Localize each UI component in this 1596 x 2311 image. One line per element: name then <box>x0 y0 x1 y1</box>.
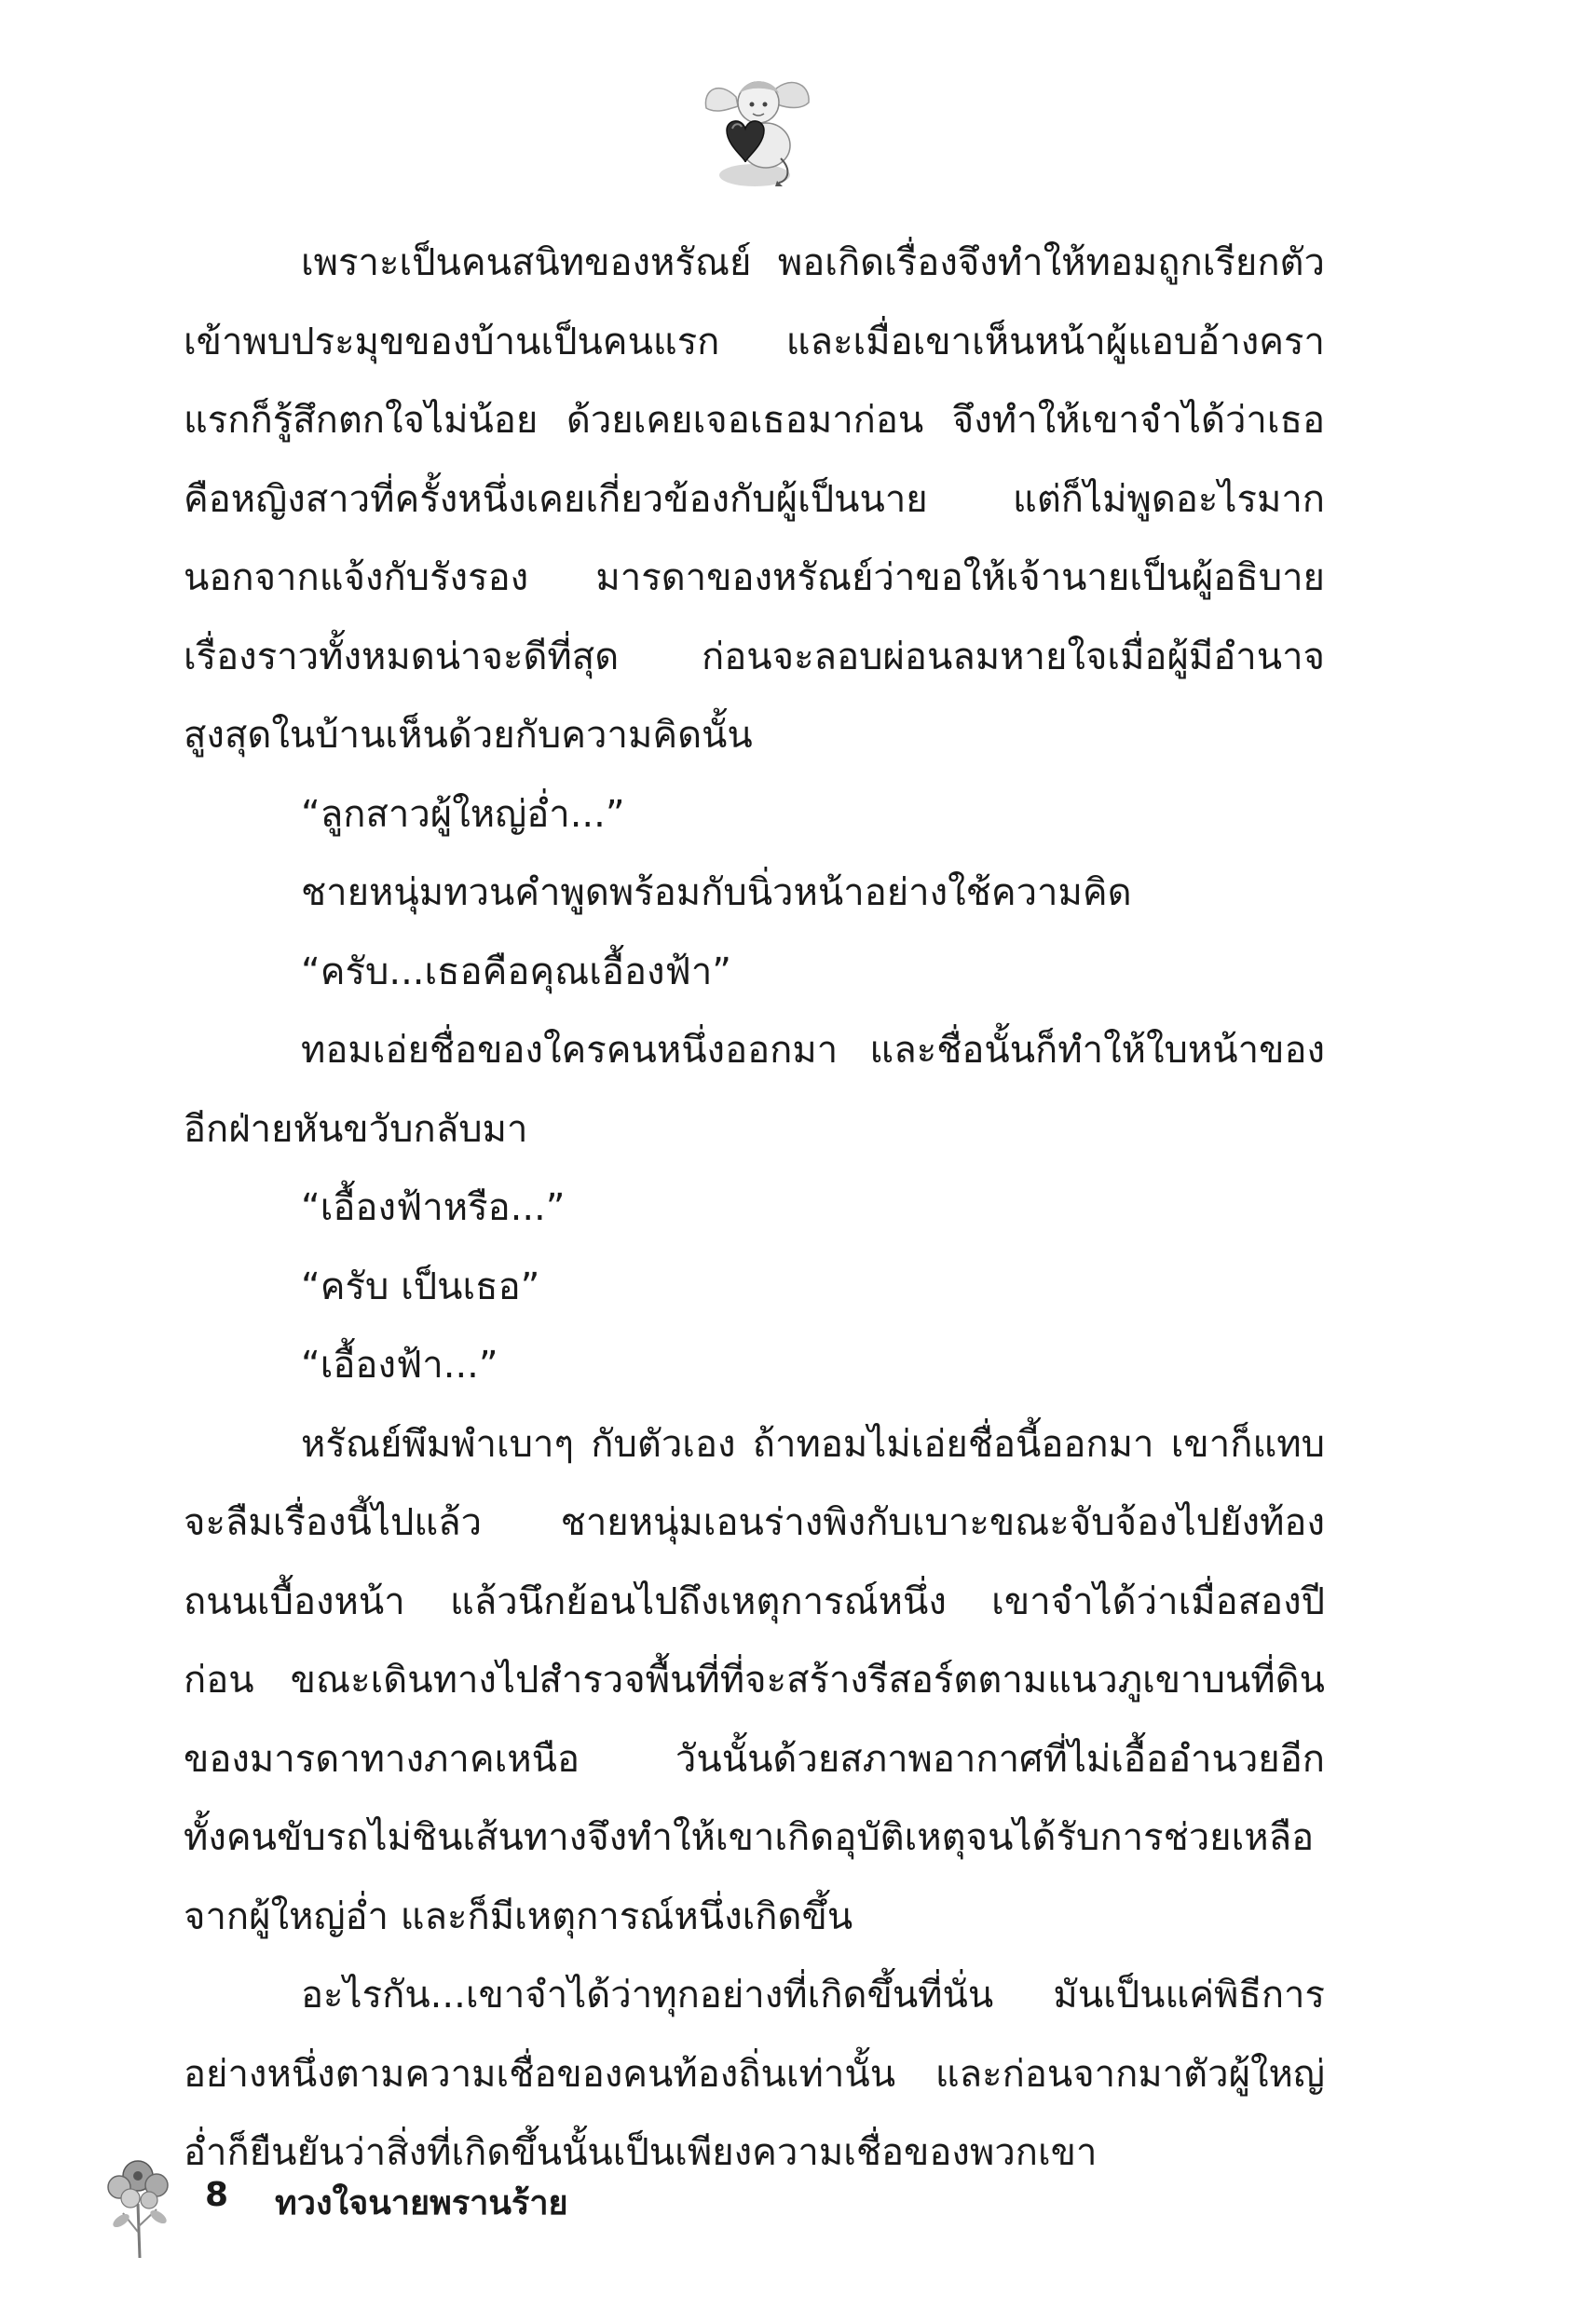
running-title: ทวงใจนายพรานร้าย <box>275 2184 568 2222</box>
paragraph: ชายหนุ่มทวนคำพูดพร้อมกับนิ่วหน้าอย่างใช้ความคิด <box>301 871 1132 914</box>
paragraph: “เอื้องฟ้า...” <box>301 1344 498 1387</box>
paragraph: อะไรกัน...เขาจำได้ว่าทุกอย่างที่เกิดขึ้นที่นั่น มันเป็นแค่พิธีการอย่างหนึ่งตามความเชื่อของคนท้องถิ่นเท่านั้น และก่อนจากมาตัวผู้ใหญ่อ่ำก็ยืนยันว่าสิ่งที่เกิดขึ้นนั้นเป็นเพียงความเชื่อของพวกเขา <box>184 1974 1325 2174</box>
paragraph: “เอื้องฟ้าหรือ...” <box>301 1186 566 1229</box>
paragraph: หรัณย์พึมพำเบาๆ กับตัวเอง ถ้าทอมไม่เอ่ยชื่อนี้ออกมา เขาก็แทบจะลืมเรื่องนี้ไปแล้ว ชายหนุ่มเอนร่างพิงกับเบาะขณะจับจ้องไปยังท้องถนนเบื้องหน้า แล้วนึกย้อนไปถึงเหตุการณ์หนึ่ง เขาจำได้ว่าเมื่อสองปีก่อน ขณะเดินทางไปสำรวจพื้นที่ที่จะสร้างรีสอร์ตตามแนวภูเขาบนที่ดินของมารดาทางภาคเหนือ วันนั้นด้วยสภาพอากาศที่ไม่เอื้ออำนวยอีกทั้งคนขับรถไม่ชินเส้นทางจึงทำให้เขาเกิดอุบัติเหตุจนได้รับการช่วยเหลือจากผู้ใหญ่อ่ำ และก็มีเหตุการณ์หนึ่งเกิดขึ้น <box>184 1422 1325 1938</box>
flower-bouquet-icon <box>102 2148 177 2260</box>
paragraph: “ครับ เป็นเธอ” <box>301 1265 540 1308</box>
page-number: 8 <box>205 2176 229 2214</box>
paragraph: เพราะเป็นคนสนิทของหรัณย์ พอเกิดเรื่องจึงทำให้ทอมถูกเรียกตัวเข้าพบประมุขของบ้านเป็นคนแรก และเมื่อเขาเห็นหน้าผู้แอบอ้างคราแรกก็รู้สึกตกใจไม่น้อย ด้วยเคยเจอเธอมาก่อน จึงทำให้เขาจำได้ว่าเธอคือหญิงสาวที่ครั้งหนึ่งเคยเกี่ยวข้องกับผู้เป็นนาย แต่ก็ไม่พูดอะไรมาก นอกจากแจ้งกับรังรอง มารดาของหรัณย์ว่าขอให้เจ้านายเป็นผู้อธิบายเรื่องราวทั้งหมดน่าจะดีที่สุด ก่อนจะลอบผ่อนลมหายใจเมื่อผู้มีอำนาจสูงสุดในบ้านเห็นด้วยกับความคิดนั้น <box>184 241 1325 757</box>
paragraph: “ครับ...เธอคือคุณเอื้องฟ้า” <box>301 950 732 993</box>
cupid-with-heart-icon <box>699 65 820 196</box>
page-footer <box>102 2148 662 2260</box>
body-text <box>184 224 1325 2193</box>
paragraph: “ลูกสาวผู้ใหญ่อ่ำ...” <box>301 792 625 836</box>
paragraph: ทอมเอ่ยชื่อของใครคนหนึ่งออกมา และชื่อนั้นก็ทำให้ใบหน้าของอีกฝ่ายหันขวับกลับมา <box>184 1029 1325 1151</box>
